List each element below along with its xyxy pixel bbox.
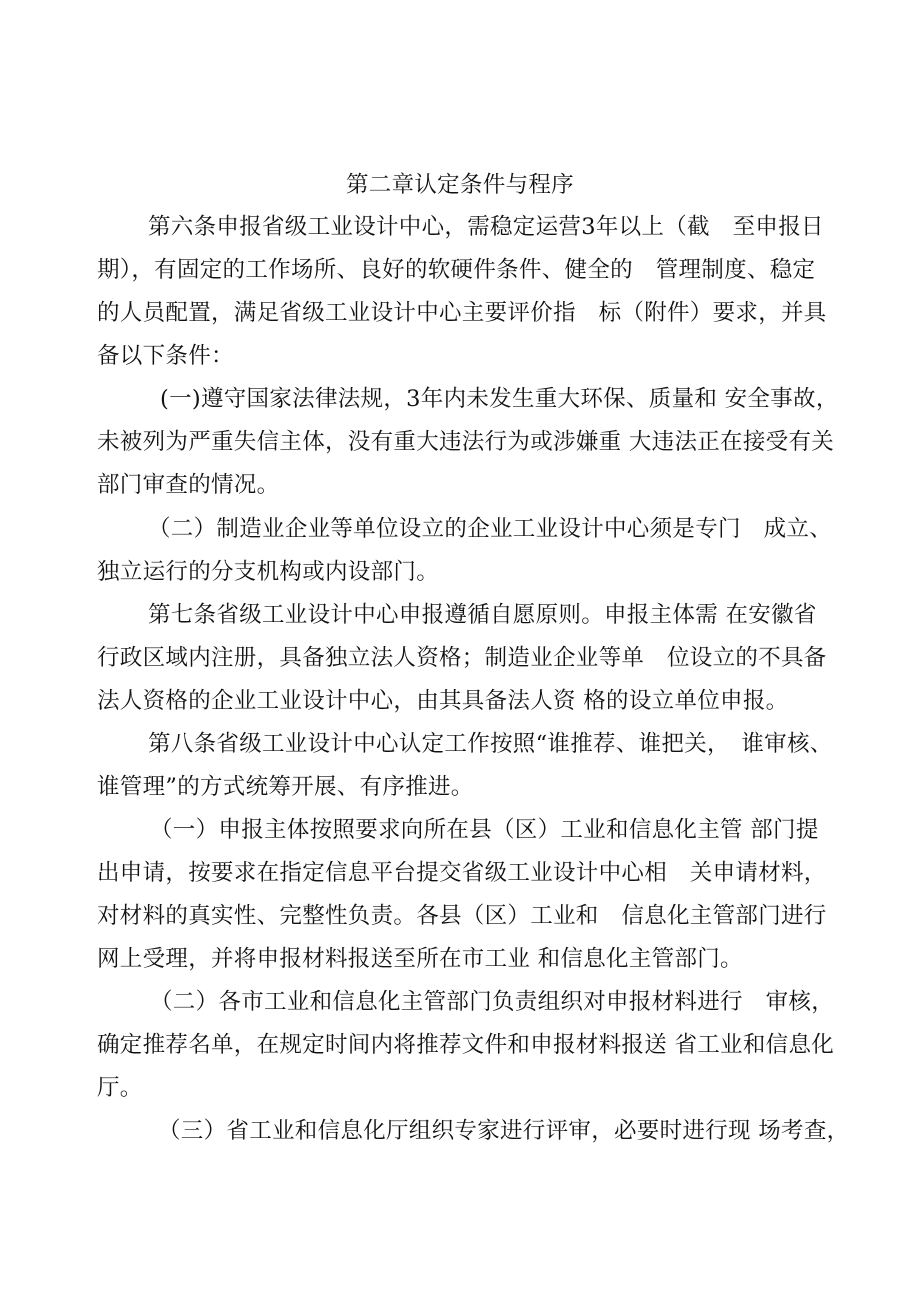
paragraph-line: 的人员配置，满足省级工业设计中心主要评价指 标（附件）要求，并具 <box>97 300 827 326</box>
paragraph-line: 对材料的真实性、完整性负责。各县（区）工业和 信息化主管部门进行 <box>97 903 827 929</box>
paragraph-line: 第八条省级工业设计中心认定工作按照“谁推荐、谁把关， 谁审核、 <box>148 731 833 757</box>
paragraph-line: 厅。 <box>97 1075 143 1101</box>
paragraph-line: （二）各市工业和信息化主管部门负责组织对申报材料进行 审核， <box>150 989 835 1015</box>
paragraph-line: 未被列为严重失信主体，没有重大违法行为或涉嫌重 大违法正在接受有关 <box>97 429 835 455</box>
paragraph-line: 独立运行的分支机构或内设部门。 <box>97 559 440 585</box>
paragraph-line: 部门审查的情况。 <box>97 472 280 498</box>
paragraph-line: 行政区域内注册，具备独立法人资格；制造业企业等单 位设立的不具备 <box>97 645 827 671</box>
chapter-title: 第二章认定条件与程序 <box>345 172 574 198</box>
paragraph-line: （二）制造业企业等单位设立的企业工业设计中心须是专门 成立、 <box>148 516 833 542</box>
paragraph-line: 法人资格的企业工业设计中心，由其具备法人资 格的设立单位申报。 <box>97 688 789 714</box>
paragraph-line: 网上受理，并将申报材料报送至所在市工业 和信息化主管部门。 <box>97 946 743 972</box>
paragraph-line: 期），有固定的工作场所、良好的软硬件条件、健全的 管理制度、稳定 <box>97 257 816 283</box>
paragraph-line: （三）省工业和信息化厅组织专家进行评审，必要时进行现 场考查， <box>158 1118 850 1144</box>
paragraph-line: 备以下条件： <box>97 343 234 369</box>
paragraph-line: 谁管理”的方式统筹开展、有序推进。 <box>97 774 474 800</box>
paragraph-line: (一)遵守国家法律法规，3年内未发生重大环保、质量和 安全事故， <box>160 386 839 412</box>
paragraph-line: （一）申报主体按照要求向所在县（区）工业和信息化主管 部门提 <box>150 817 819 843</box>
paragraph-line: 确定推荐名单，在规定时间内将推荐文件和申报材料报送 省工业和信息化 <box>97 1032 835 1058</box>
paragraph-line: 第六条申报省级工业设计中心，需稳定运营3年以上（截 至申报日 <box>148 214 824 240</box>
paragraph-line: 出申请，按要求在指定信息平台提交省级工业设计中心相 关申请材料， <box>97 860 827 886</box>
paragraph-line: 第七条省级工业设计中心申报遵循自愿原则。申报主体需 在安徽省 <box>148 602 817 628</box>
